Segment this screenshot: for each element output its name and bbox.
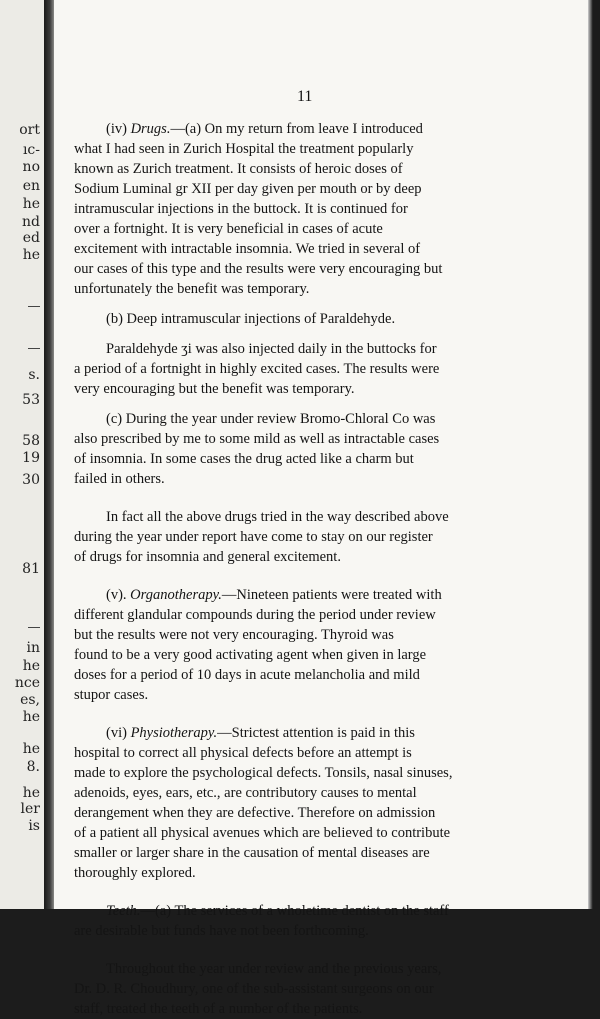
text-line: doses for a period of 10 days in acute melancholia and mild — [74, 667, 420, 683]
facing-text-fragment: he — [22, 247, 40, 263]
facing-text-fragment: 53 — [22, 392, 40, 408]
text-line: different glandular compounds during the period under review — [74, 607, 436, 623]
text-line: (c) During the year under review Bromo-Chloral Co was — [106, 411, 436, 427]
facing-text-fragment: 19 — [22, 450, 40, 466]
facing-text-fragment: nce — [14, 675, 40, 691]
facing-rule — [28, 627, 40, 628]
page-body — [74, 119, 524, 1019]
facing-text-fragment: 8. — [26, 759, 40, 775]
text-line: adenoids, eyes, ears, etc., are contributory causes to mental — [74, 785, 417, 801]
paragraph-organotherapy-first-line: (v). Organotherapy.—Nineteen patients were treated with — [106, 587, 442, 603]
paragraph-physiotherapy-first-line: (vi) Physiotherapy.—Strictest attention is paid in this — [106, 725, 415, 741]
facing-text-fragment: ıc- — [22, 142, 40, 158]
facing-text-fragment: 30 — [22, 472, 40, 488]
paragraph-teeth-first-line: Teeth.—(a) The services of a wholetime dentist on the staff — [106, 903, 449, 919]
text-line: failed in others. — [74, 471, 165, 487]
text-line: during the year under report have come to stay on our register — [74, 529, 433, 545]
page-edge-shadow — [588, 0, 600, 909]
facing-page-edge — [0, 0, 44, 909]
heading-drugs: Drugs. — [130, 121, 171, 137]
text-line: of drugs for insomnia and general excitement. — [74, 549, 341, 565]
facing-text-fragment: ort — [19, 122, 40, 138]
book-gutter — [44, 0, 54, 909]
facing-text-fragment: no — [22, 159, 40, 175]
text-line: known as Zurich treatment. It consists of heroic doses of — [74, 161, 403, 177]
facing-text-fragment: nd — [22, 214, 40, 230]
facing-text-fragment: in — [26, 640, 40, 656]
text-line: Paraldehyde ʒi was also injected daily in the buttocks for — [106, 341, 437, 357]
text-line: hospital to correct all physical defects before an attempt is — [74, 745, 412, 761]
text-line: made to explore the psychological defects. Tonsils, nasal sinuses, — [74, 765, 453, 781]
facing-text-fragment: en — [22, 178, 40, 194]
text-line: Dr. D. R. Choudhury, one of the sub-assistant surgeons on our — [74, 981, 434, 997]
facing-text-fragment: ler — [20, 801, 40, 817]
text-line: thoroughly explored. — [74, 865, 196, 881]
text-line: of insomnia. In some cases the drug acted like a charm but — [74, 451, 414, 467]
book-page — [54, 0, 588, 1017]
text-line: Throughout the year under review and the previous years, — [106, 961, 442, 977]
text-line: smaller or larger share in the causation of mental diseases are — [74, 845, 430, 861]
heading-physiotherapy: Physiotherapy. — [130, 725, 218, 741]
paraldehyde-heading: (b) Deep intramuscular injections of Paraldehyde. — [106, 311, 396, 327]
facing-rule — [28, 306, 40, 307]
facing-rule — [28, 348, 40, 349]
text-line: are desirable but funds have not been forthcoming. — [74, 923, 369, 939]
facing-text-fragment: 81 — [22, 561, 40, 577]
text-line: found to be a very good activating agent when given in large — [74, 647, 427, 663]
facing-text-fragment: he — [22, 658, 40, 674]
facing-text-fragment: is — [28, 818, 40, 834]
text-line: of a patient all physical avenues which are believed to contribute — [74, 825, 451, 841]
text-line: staff, treated the teeth of a number of the patients. — [74, 1001, 363, 1017]
text-line: unfortunately the benefit was temporary. — [74, 281, 310, 297]
heading-organotherapy: Organotherapy. — [130, 587, 222, 603]
facing-text-fragment: he — [22, 709, 40, 725]
facing-text-fragment: ed — [22, 230, 40, 246]
text-line: also prescribed by me to some mild as well as intractable cases — [74, 431, 440, 447]
text-line: over a fortnight. It is very beneficial in cases of acute — [74, 221, 383, 237]
facing-text-fragment: 58 — [22, 433, 40, 449]
text-line: what I had seen in Zurich Hospital the treatment popularly — [74, 141, 414, 157]
page-number: 11 — [297, 88, 313, 105]
text-line: stupor cases. — [74, 687, 149, 703]
text-line: intramuscular injections in the buttock. It is continued for — [74, 201, 408, 217]
text-line: a period of a fortnight in highly excited cases. The results were — [74, 361, 440, 377]
text-line: very encouraging but the benefit was temporary. — [74, 381, 355, 397]
facing-text-fragment: he — [22, 785, 40, 801]
text-line: excitement with intractable insomnia. We tried in several of — [74, 241, 421, 257]
paragraph-drugs-first-line: (iv) Drugs.—(a) On my return from leave I introduced — [106, 121, 423, 137]
text-line: our cases of this type and the results were very encouraging but — [74, 261, 443, 277]
facing-text-fragment: he — [22, 741, 40, 757]
text-line: Sodium Luminal gr XII per day given per mouth or by deep — [74, 181, 422, 197]
text-line: In fact all the above drugs tried in the way described above — [106, 509, 449, 525]
text-line: but the results were not very encouraging. Thyroid was — [74, 627, 394, 643]
text-line: derangement when they are defective. Therefore on admission — [74, 805, 436, 821]
facing-text-fragment: s. — [28, 367, 40, 383]
facing-text-fragment: he — [22, 196, 40, 212]
heading-teeth: Teeth. — [106, 903, 141, 919]
facing-text-fragment: es, — [20, 692, 40, 708]
